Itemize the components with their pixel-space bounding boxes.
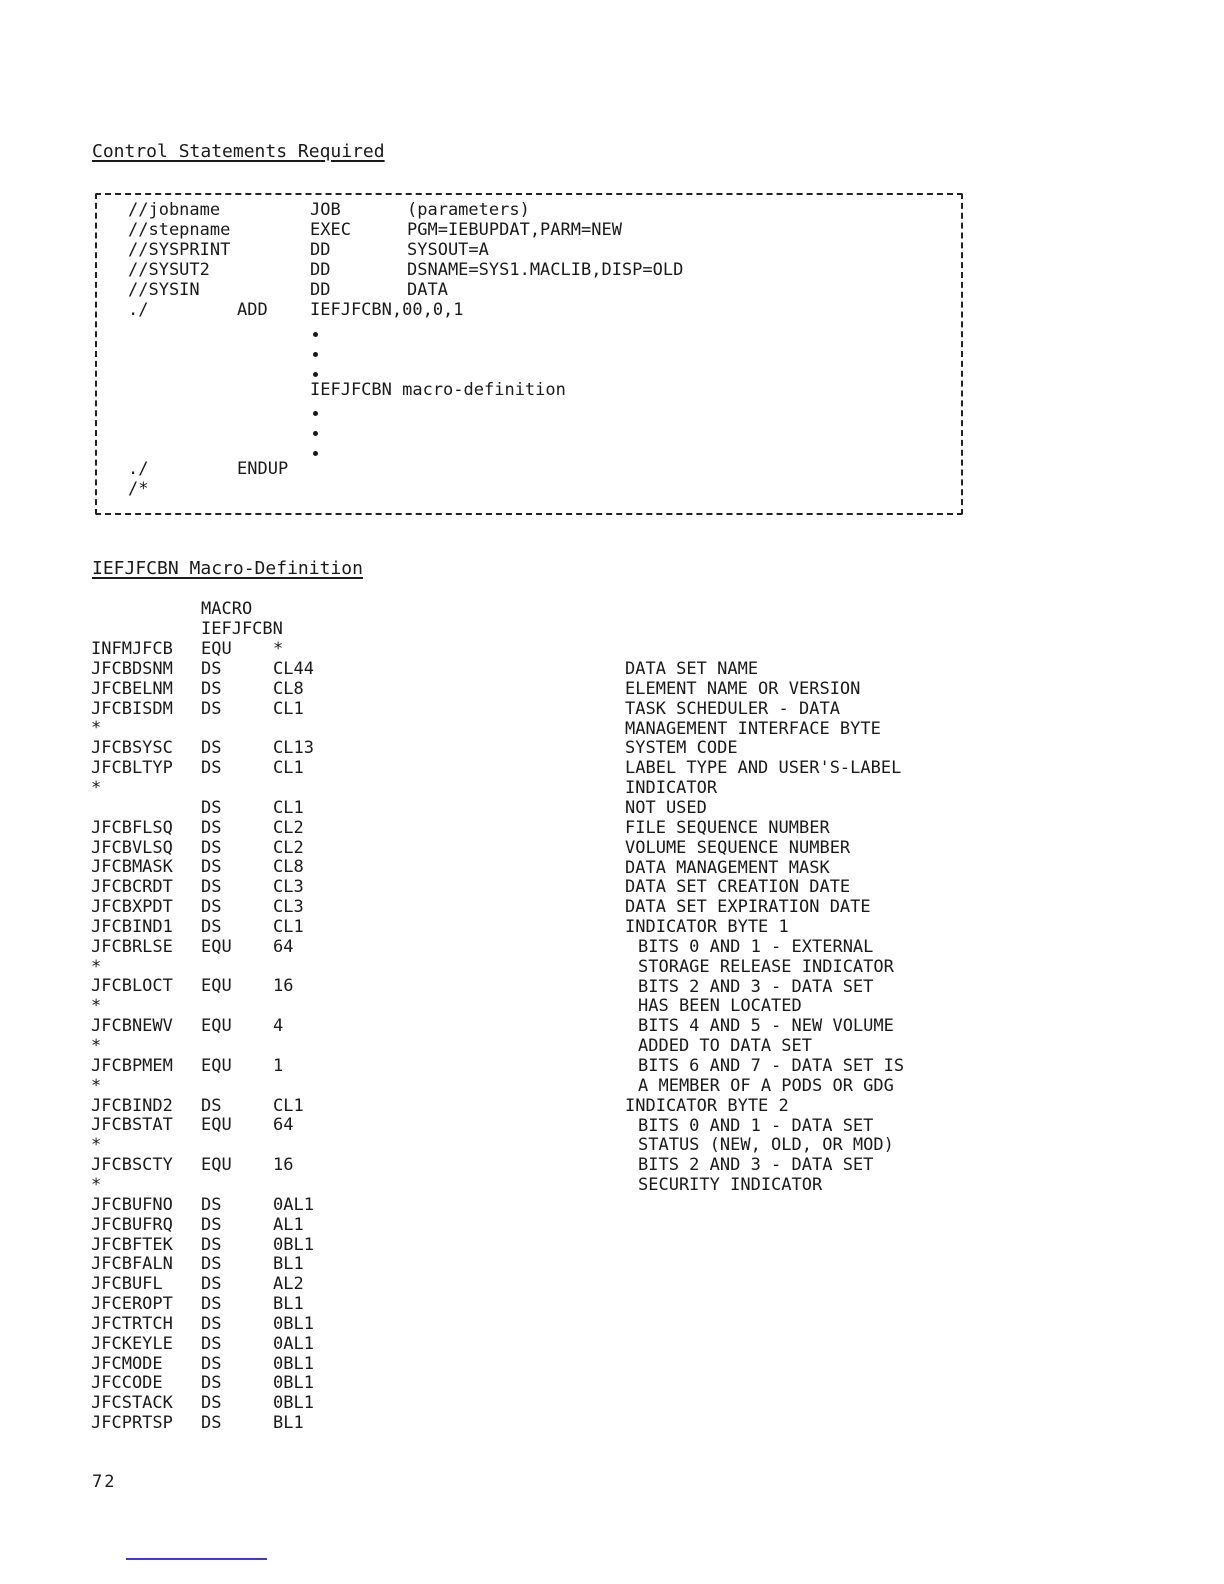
- macro-label: JFCBPMEM: [91, 1055, 173, 1076]
- macro-operand: CL8: [273, 678, 304, 699]
- macro-label: JFCBFALN: [91, 1254, 173, 1275]
- macro-operand: 0BL1: [273, 1234, 314, 1255]
- macro-operand: 16: [273, 1155, 294, 1176]
- add-statement-op: ADD: [237, 300, 268, 320]
- macro-label: JFCBLOCT: [91, 976, 173, 997]
- macro-label: *: [91, 1075, 102, 1096]
- macro-operation: DS: [201, 698, 222, 719]
- macro-operation: DS: [201, 658, 222, 679]
- jcl-operation: JOB: [310, 200, 341, 220]
- field-description: FILE SEQUENCE NUMBER: [625, 817, 830, 838]
- ellipsis-dot: [313, 352, 318, 357]
- macro-operand: BL1: [273, 1254, 304, 1275]
- macro-operation: EQU: [201, 639, 232, 659]
- macro-operand: 0BL1: [273, 1373, 314, 1394]
- macro-label: JFCBCRDT: [91, 877, 173, 898]
- macro-operand: CL13: [273, 738, 314, 759]
- macro-label: JFCBISDM: [91, 698, 173, 719]
- macro-operation: EQU: [201, 1055, 232, 1076]
- macro-label: JFCBUFL: [91, 1274, 163, 1295]
- macro-operand: *: [273, 639, 284, 659]
- jcl-operation: DD: [310, 260, 331, 280]
- macro-operation: DS: [201, 877, 222, 898]
- macro-label: JFCKEYLE: [91, 1333, 173, 1354]
- section-heading-macro-definition: IEFJFCBN Macro-Definition: [92, 558, 363, 579]
- macro-operand: CL3: [273, 877, 304, 898]
- macro-label: JFCMODE: [91, 1353, 163, 1374]
- macro-operand: 1: [273, 1055, 284, 1076]
- field-description: VOLUME SEQUENCE NUMBER: [625, 837, 851, 858]
- macro-label: JFCBIND2: [91, 1095, 173, 1116]
- macro-label: INFMJFCB: [91, 639, 173, 659]
- macro-operation: DS: [201, 1353, 222, 1374]
- macro-operand: 0AL1: [273, 1194, 314, 1215]
- jcl-operand: PGM=IEBUPDAT,PARM=NEW: [407, 220, 622, 240]
- macro-operation: DS: [201, 916, 222, 937]
- ellipsis-dot: [313, 451, 318, 456]
- macro-label: JFCTRTCH: [91, 1313, 173, 1334]
- macro-operand: 4: [273, 1016, 284, 1037]
- macro-label: JFCCODE: [91, 1373, 163, 1394]
- ellipsis-dot: [313, 372, 318, 377]
- macro-operand: 16: [273, 976, 294, 997]
- jcl-operand: (parameters): [407, 200, 530, 220]
- macro-operation: DS: [201, 797, 222, 818]
- jcl-name: //jobname: [128, 200, 221, 220]
- macro-label: JFCPRTSP: [91, 1413, 173, 1434]
- macro-label: JFCBMASK: [91, 857, 173, 878]
- macro-label: JFCBUFNO: [91, 1194, 173, 1215]
- macro-operand: CL1: [273, 698, 304, 719]
- field-description: DATA SET EXPIRATION DATE: [625, 897, 871, 918]
- field-description: DATA SET CREATION DATE: [625, 877, 851, 898]
- field-description: BITS 0 AND 1 - EXTERNAL: [638, 936, 874, 957]
- macro-label: *: [91, 1135, 102, 1156]
- section-heading-control-statements: Control Statements Required: [92, 141, 385, 162]
- macro-operand: 0AL1: [273, 1333, 314, 1354]
- jcl-name: //stepname: [128, 220, 231, 240]
- macro-definition-placeholder: IEFJFCBN macro-definition: [310, 380, 566, 400]
- macro-operation: DS: [201, 1333, 222, 1354]
- field-description: BITS 0 AND 1 - DATA SET: [638, 1115, 874, 1136]
- macro-operation: DS: [201, 678, 222, 699]
- macro-label: JFCBSYSC: [91, 738, 173, 759]
- field-description: LABEL TYPE AND USER'S-LABEL: [625, 758, 902, 779]
- macro-operand: 0BL1: [273, 1393, 314, 1414]
- macro-label: JFCBFTEK: [91, 1234, 173, 1255]
- macro-label: *: [91, 1174, 102, 1195]
- macro-operand: CL1: [273, 916, 304, 937]
- macro-label: JFCBDSNM: [91, 658, 173, 679]
- macro-operation: DS: [201, 1214, 222, 1235]
- field-description: DATA MANAGEMENT MASK: [625, 857, 830, 878]
- ellipsis-dot: [313, 411, 318, 416]
- field-description: SYSTEM CODE: [625, 738, 738, 759]
- macro-keyword: MACRO: [201, 599, 253, 619]
- macro-operation: DS: [201, 857, 222, 878]
- macro-operand: BL1: [273, 1413, 304, 1434]
- end-of-data-statement: /*: [128, 479, 149, 499]
- macro-label: JFCBXPDT: [91, 897, 173, 918]
- footer-rule: [126, 1558, 267, 1560]
- macro-operation: DS: [201, 1373, 222, 1394]
- jcl-name: //SYSPRINT: [128, 240, 231, 260]
- field-description: DATA SET NAME: [625, 659, 759, 679]
- macro-label: JFCBUFRQ: [91, 1214, 173, 1235]
- macro-operation: DS: [201, 817, 222, 838]
- macro-operand: 64: [273, 1115, 294, 1136]
- macro-operand: BL1: [273, 1294, 304, 1315]
- macro-operand: 0BL1: [273, 1313, 314, 1334]
- endup-statement-op: ENDUP: [237, 459, 289, 479]
- field-description: NOT USED: [625, 797, 707, 818]
- field-description: TASK SCHEDULER - DATA: [625, 698, 840, 719]
- macro-operand: CL44: [273, 658, 314, 679]
- macro-operand: CL8: [273, 857, 304, 878]
- field-description: HAS BEEN LOCATED: [638, 996, 802, 1017]
- macro-label: *: [91, 956, 102, 977]
- macro-operand: AL1: [273, 1214, 304, 1235]
- field-description: BITS 2 AND 3 - DATA SET: [638, 1155, 874, 1176]
- macro-operation: DS: [201, 738, 222, 759]
- macro-operation: EQU: [201, 1115, 232, 1136]
- macro-operation: DS: [201, 1194, 222, 1215]
- macro-label: JFCBNEWV: [91, 1016, 173, 1037]
- macro-operand: AL2: [273, 1274, 304, 1295]
- field-description: ADDED TO DATA SET: [638, 1036, 812, 1057]
- field-description: BITS 2 AND 3 - DATA SET: [638, 976, 874, 997]
- jcl-operation: DD: [310, 240, 331, 260]
- add-statement-operand: IEFJFCBN,00,0,1: [310, 300, 464, 320]
- field-description: INDICATOR: [625, 778, 718, 799]
- macro-label: JFCBIND1: [91, 916, 173, 937]
- macro-operation: EQU: [201, 1016, 232, 1037]
- macro-operand: CL2: [273, 837, 304, 858]
- macro-operation: DS: [201, 1234, 222, 1255]
- macro-operation: EQU: [201, 936, 232, 957]
- macro-operation: DS: [201, 897, 222, 918]
- macro-label: JFCBRLSE: [91, 936, 173, 957]
- macro-label: *: [91, 1036, 102, 1056]
- macro-label: JFCBVLSQ: [91, 837, 173, 858]
- endup-statement-name: ./: [128, 459, 149, 479]
- macro-operation: DS: [201, 1254, 222, 1275]
- macro-label: JFCEROPT: [91, 1294, 173, 1315]
- macro-operand: CL1: [273, 797, 304, 818]
- field-description: BITS 4 AND 5 - NEW VOLUME: [638, 1016, 894, 1037]
- field-description: STORAGE RELEASE INDICATOR: [638, 956, 894, 977]
- field-description: MANAGEMENT INTERFACE BYTE: [625, 718, 881, 739]
- jcl-operand: DSNAME=SYS1.MACLIB,DISP=OLD: [407, 260, 684, 280]
- macro-operand: CL3: [273, 897, 304, 918]
- jcl-operand: DATA: [407, 280, 448, 300]
- macro-label: JFCBLTYP: [91, 758, 173, 779]
- jcl-name: //SYSUT2: [128, 260, 210, 280]
- add-statement-name: ./: [128, 300, 149, 320]
- macro-label: *: [91, 996, 102, 1017]
- macro-name: IEFJFCBN: [201, 619, 283, 639]
- macro-operand: 64: [273, 936, 294, 957]
- macro-label: JFCBELNM: [91, 678, 173, 699]
- jcl-name: //SYSIN: [128, 280, 200, 300]
- macro-operation: DS: [201, 837, 222, 858]
- macro-operation: DS: [201, 758, 222, 779]
- jcl-operation: EXEC: [310, 220, 351, 240]
- jcl-operation: DD: [310, 280, 331, 300]
- macro-operation: DS: [201, 1294, 222, 1315]
- macro-operation: DS: [201, 1413, 222, 1434]
- macro-operand: CL1: [273, 758, 304, 779]
- macro-operation: DS: [201, 1313, 222, 1334]
- macro-operation: EQU: [201, 976, 232, 997]
- macro-label: JFCSTACK: [91, 1393, 173, 1414]
- macro-label: JFCBSCTY: [91, 1155, 173, 1176]
- field-description: SECURITY INDICATOR: [638, 1175, 823, 1196]
- field-description: A MEMBER OF A PODS OR GDG: [638, 1075, 894, 1096]
- macro-operation: DS: [201, 1274, 222, 1295]
- macro-label: *: [91, 777, 102, 798]
- macro-operation: EQU: [201, 1155, 232, 1176]
- field-description: INDICATOR BYTE 2: [625, 1095, 789, 1116]
- macro-label: JFCBFLSQ: [91, 817, 173, 838]
- macro-operand: 0BL1: [273, 1353, 314, 1374]
- macro-operand: CL1: [273, 1095, 304, 1116]
- field-description: BITS 6 AND 7 - DATA SET IS: [638, 1056, 905, 1076]
- macro-label: JFCBSTAT: [91, 1115, 173, 1136]
- ellipsis-dot: [313, 332, 318, 337]
- ellipsis-dot: [313, 431, 318, 436]
- macro-operation: DS: [201, 1393, 222, 1414]
- jcl-operand: SYSOUT=A: [407, 240, 489, 260]
- page-number: 72: [92, 1472, 117, 1492]
- field-description: ELEMENT NAME OR VERSION: [625, 678, 861, 699]
- macro-label: *: [91, 718, 102, 739]
- macro-operation: DS: [201, 1095, 222, 1116]
- field-description: STATUS (NEW, OLD, OR MOD): [638, 1135, 894, 1156]
- field-description: INDICATOR BYTE 1: [625, 917, 789, 938]
- macro-operand: CL2: [273, 817, 304, 838]
